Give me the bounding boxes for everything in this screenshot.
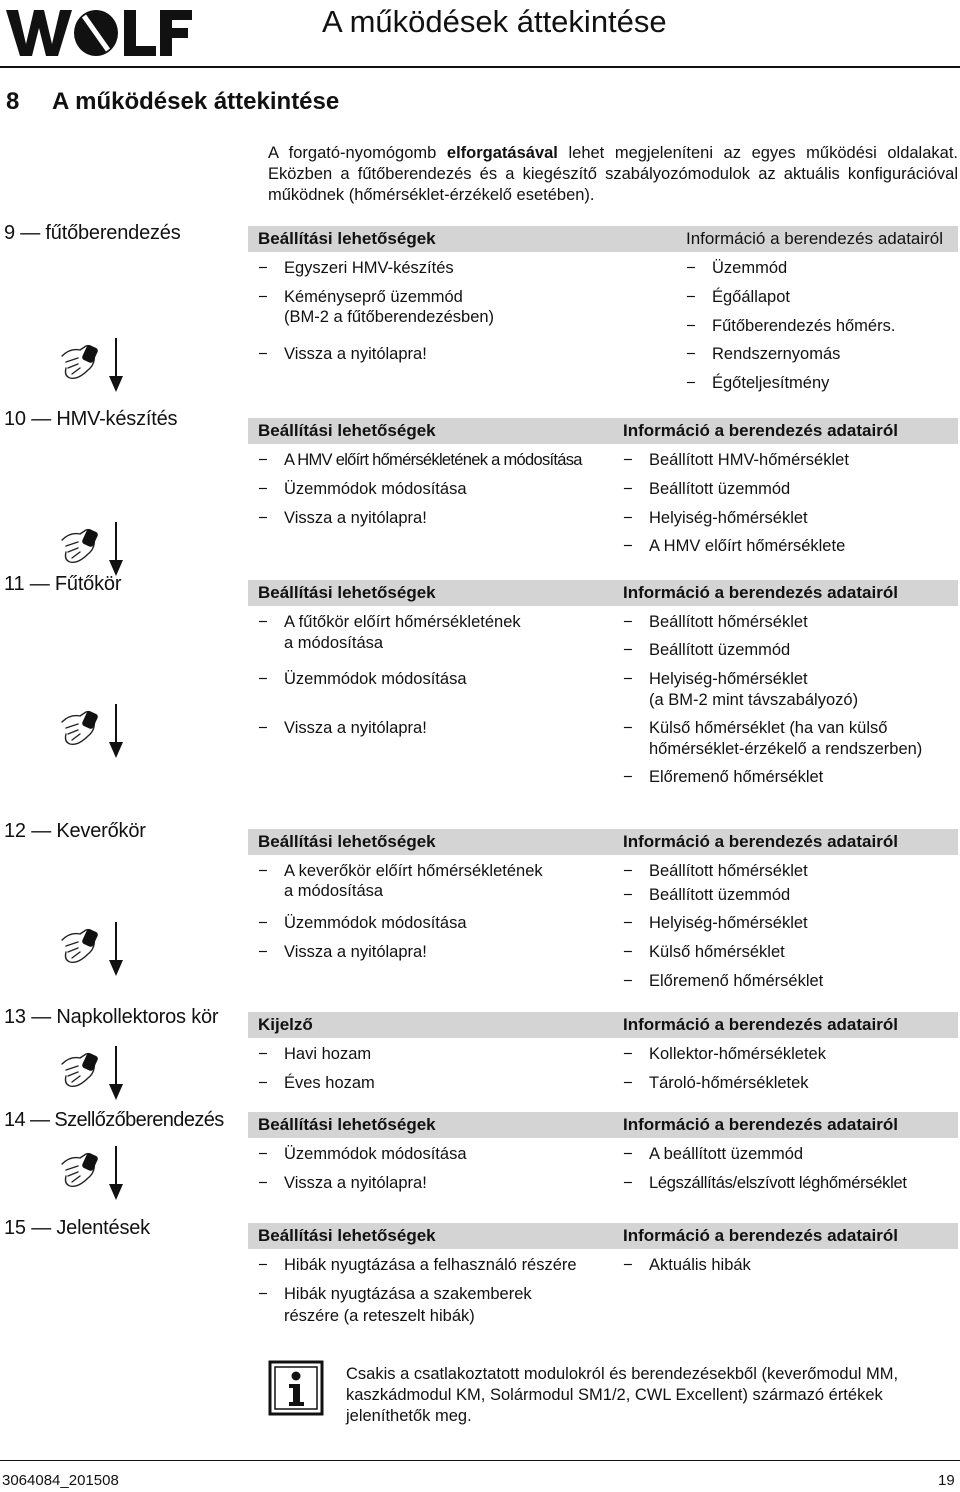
- info-item: [686, 316, 956, 336]
- settings-header: Kijelző: [258, 1015, 313, 1034]
- settings-item: [258, 1284, 618, 1304]
- dash: −: [623, 641, 633, 659]
- info-header: Információ a berendezés adatairól: [623, 583, 898, 602]
- info-item: [686, 258, 956, 278]
- dash: −: [623, 451, 633, 469]
- settings-item-label: Hibák nyugtázása a szakemberek: [284, 1285, 532, 1303]
- settings-item-label: Vissza a nyitólapra!: [284, 1174, 427, 1192]
- settings-header: Beállítási lehetőségek: [258, 1226, 436, 1245]
- info-note: Csakis a csatlakoztatott modulokról és berendezésekből (keverőmodul MM, kaszkádmodul KM, Solármodul SM1/2, CWL Excellent) származó értékek jeleníthetők meg.: [346, 1365, 899, 1425]
- info-item: [623, 942, 953, 962]
- settings-item-label: Vissza a nyitólapra!: [284, 509, 427, 527]
- page-number: 19: [938, 1472, 955, 1489]
- dash: −: [258, 670, 268, 688]
- info-item-label: A beállított üzemmód: [649, 1145, 804, 1163]
- section-title: 13 — Napkollektoros kör: [4, 1006, 219, 1028]
- info-item-label: Beállított hőmérséklet: [649, 613, 808, 631]
- dash: −: [258, 1045, 268, 1063]
- settings-item-label: Havi hozam: [284, 1045, 372, 1063]
- info-item-label: Helyiség-hőmérséklet: [649, 670, 808, 688]
- info-item-continued: (a BM-2 mint távszabályozó): [649, 691, 859, 709]
- settings-header: Beállítási lehetőségek: [258, 229, 436, 248]
- dash: −: [258, 1074, 268, 1092]
- info-item: [623, 1044, 953, 1064]
- settings-item: [258, 861, 618, 881]
- dash: −: [623, 943, 633, 961]
- info-item-label: Aktuális hibák: [649, 1256, 751, 1274]
- dash: −: [258, 1285, 268, 1303]
- settings-item-label: Üzemmódok módosítása: [284, 1145, 467, 1163]
- dash: −: [686, 288, 696, 306]
- dash: −: [623, 480, 633, 498]
- dash: −: [258, 862, 268, 880]
- settings-item-continued: a módosítása: [284, 634, 384, 652]
- dash: −: [258, 1174, 268, 1192]
- info-header: Információ a berendezés adatairól: [623, 1226, 898, 1245]
- settings-header: Beállítási lehetőségek: [258, 832, 436, 851]
- info-item: [623, 1255, 953, 1275]
- chapter-title: A működések áttekintése: [52, 88, 340, 115]
- info-item: [623, 913, 953, 933]
- dash: −: [623, 719, 633, 737]
- settings-item: [258, 1144, 618, 1164]
- section-title: 14 — Szellőzőberendezés: [4, 1109, 224, 1131]
- settings-item-label: Vissza a nyitólapra!: [284, 719, 427, 737]
- info-header: Információ a berendezés adatairól: [686, 229, 944, 248]
- dash: −: [623, 1045, 633, 1063]
- info-item-label: Beállított HMV-hőmérséklet: [649, 451, 849, 469]
- info-item-label: Előremenő hőmérséklet: [649, 768, 824, 786]
- dash: −: [623, 670, 633, 688]
- settings-item-label: A keverőkör előírt hőmérsékletének: [284, 862, 543, 880]
- settings-item-continued: részére (a reteszelt hibák): [284, 1307, 475, 1325]
- dash: −: [258, 719, 268, 737]
- settings-item-label: A fűtőkör előírt hőmérsékletének: [284, 613, 521, 631]
- info-item: [623, 885, 953, 905]
- info-item-label: Külső hőmérséklet (ha van külső: [649, 719, 888, 737]
- section-title: 15 — Jelentések: [4, 1217, 150, 1239]
- info-item-label: Beállított hőmérséklet: [649, 862, 808, 880]
- dash: −: [686, 317, 696, 335]
- info-item-continued: hőmérséklet-érzékelő a rendszerben): [649, 740, 923, 758]
- settings-item-label: Vissza a nyitólapra!: [284, 943, 427, 961]
- intro-text-bold: elforgatásával: [446, 144, 558, 162]
- header-divider: [0, 66, 960, 68]
- knob-turn-icon: [56, 920, 128, 978]
- info-item-label: Égőteljesítmény: [712, 374, 830, 392]
- dash: −: [623, 1256, 633, 1274]
- info-item-label: Helyiség-hőmérséklet: [649, 509, 808, 527]
- info-item-label: Fűtőberendezés hőmérs.: [712, 317, 896, 335]
- intro-text-post: lehet megjeleníteni az egyes működési oldalakat. Eközben a fűtőberendezés és a kiegészítő szabályozómodulok az aktuális konfigurációval működnek (hőmérséklet-érzékelő esetében).: [268, 144, 958, 204]
- info-item-label: Külső hőmérséklet: [649, 943, 785, 961]
- dash: −: [623, 613, 633, 631]
- settings-item-label: A HMV előírt hőmérsékletének a módosítása: [284, 451, 582, 469]
- section-title: 11 — Fűtőkör: [4, 573, 122, 595]
- settings-item-label: Éves hozam: [284, 1074, 375, 1092]
- footer-divider: [0, 1460, 960, 1461]
- info-item: [686, 287, 956, 307]
- info-item: [623, 536, 953, 556]
- info-header: Információ a berendezés adatairól: [623, 1015, 898, 1034]
- info-item: [623, 612, 953, 632]
- settings-item-label: Egyszeri HMV-készítés: [284, 259, 454, 277]
- dash: −: [623, 1174, 633, 1192]
- settings-header: Beállítási lehetőségek: [258, 421, 436, 440]
- settings-item: [258, 479, 618, 499]
- dash: −: [258, 288, 268, 306]
- settings-item-label: Vissza a nyitólapra!: [284, 345, 427, 363]
- info-item: [623, 971, 953, 991]
- dash: −: [623, 862, 633, 880]
- dash: −: [686, 259, 696, 277]
- settings-item-label: Kéményseprő üzemmód: [284, 288, 463, 306]
- dash: −: [258, 259, 268, 277]
- section-title: 12 — Keverőkör: [4, 820, 146, 842]
- dash: −: [623, 972, 633, 990]
- info-item-label: Tároló-hőmérsékletek: [649, 1074, 809, 1092]
- info-item: [623, 1073, 953, 1093]
- info-item: [623, 508, 953, 528]
- knob-turn-icon: [56, 336, 128, 394]
- settings-item-label: Üzemmódok módosítása: [284, 914, 467, 932]
- settings-item: [258, 508, 618, 528]
- info-header: Információ a berendezés adatairól: [623, 421, 898, 440]
- settings-header: Beállítási lehetőségek: [258, 1115, 436, 1134]
- info-item-label: Előremenő hőmérséklet: [649, 972, 824, 990]
- settings-item: [258, 913, 618, 933]
- dash: −: [258, 345, 268, 363]
- settings-item: [258, 344, 678, 364]
- info-item: [623, 767, 953, 787]
- dash: −: [623, 886, 633, 904]
- settings-item-label: Hibák nyugtázása a felhasználó részére: [284, 1256, 577, 1274]
- info-icon: [268, 1360, 324, 1416]
- knob-turn-icon: [56, 702, 128, 760]
- settings-item: [258, 258, 678, 278]
- dash: −: [623, 509, 633, 527]
- info-item: [623, 861, 953, 881]
- dash: −: [258, 613, 268, 631]
- intro-paragraph: [268, 143, 958, 206]
- dash: −: [623, 1145, 633, 1163]
- dash: −: [258, 943, 268, 961]
- dash: −: [258, 1145, 268, 1163]
- info-item: [623, 1144, 953, 1164]
- settings-item-label: Üzemmódok módosítása: [284, 480, 467, 498]
- settings-item-label: Üzemmódok módosítása: [284, 670, 467, 688]
- knob-turn-icon: [56, 1044, 128, 1102]
- dash: −: [623, 914, 633, 932]
- dash: −: [258, 480, 268, 498]
- info-item-label: Égőállapot: [712, 288, 790, 306]
- info-header: Információ a berendezés adatairól: [623, 832, 898, 851]
- info-item-label: Beállított üzemmód: [649, 641, 791, 659]
- dash: −: [623, 768, 633, 786]
- settings-item: [258, 1173, 618, 1193]
- info-item: [623, 718, 953, 738]
- document-number: 3064084_201508: [2, 1472, 119, 1489]
- knob-turn-icon: [56, 1144, 128, 1202]
- wolf-logo: [4, 4, 194, 60]
- info-item-label: Üzemmód: [712, 259, 788, 277]
- dash: −: [686, 374, 696, 392]
- dash: −: [623, 537, 633, 555]
- info-item-label: Beállított üzemmód: [649, 886, 791, 904]
- settings-item: [258, 287, 678, 307]
- dash: −: [258, 451, 267, 469]
- settings-header: Beállítási lehetőségek: [258, 583, 436, 602]
- info-item-label: Beállított üzemmód: [649, 480, 791, 498]
- info-item-label: Légszállítás/elszívott léghőmérséklet: [649, 1174, 907, 1192]
- dash: −: [623, 1074, 633, 1092]
- settings-item: [258, 612, 618, 632]
- chapter-number: 8: [6, 88, 20, 115]
- intro-text-pre: A forgató-nyomógomb: [268, 144, 447, 162]
- knob-turn-icon: [56, 520, 128, 578]
- settings-item: [258, 1073, 618, 1093]
- settings-item-continued: (BM-2 a fűtőberendezésben): [284, 308, 495, 326]
- info-item: [686, 344, 956, 364]
- settings-item: [258, 450, 618, 470]
- info-item-label: Kollektor-hőmérsékletek: [649, 1045, 826, 1063]
- section-title: 9 — fűtőberendezés: [4, 222, 181, 244]
- dash: −: [258, 1256, 268, 1274]
- info-item: [623, 450, 953, 470]
- chapter-heading: [6, 88, 339, 116]
- info-item-label: A HMV előírt hőmérséklete: [649, 537, 846, 555]
- header-title: A működések áttekintése: [322, 4, 667, 39]
- section-title: 10 — HMV-készítés: [4, 408, 178, 430]
- info-item: [686, 373, 956, 393]
- settings-item: [258, 1044, 618, 1064]
- dash: −: [258, 509, 268, 527]
- info-item: [623, 1173, 957, 1193]
- dash: −: [686, 345, 696, 363]
- settings-item-continued: a módosítása: [284, 882, 384, 900]
- info-header: Információ a berendezés adatairól: [623, 1115, 898, 1134]
- info-item: [623, 669, 953, 689]
- settings-item: [258, 942, 618, 962]
- settings-item: [258, 669, 618, 689]
- info-item-label: Helyiség-hőmérséklet: [649, 914, 808, 932]
- info-item: [623, 479, 953, 499]
- dash: −: [258, 914, 268, 932]
- settings-item: [258, 1255, 618, 1275]
- info-item: [623, 640, 953, 660]
- info-item-label: Rendszernyomás: [712, 345, 841, 363]
- settings-item: [258, 718, 618, 738]
